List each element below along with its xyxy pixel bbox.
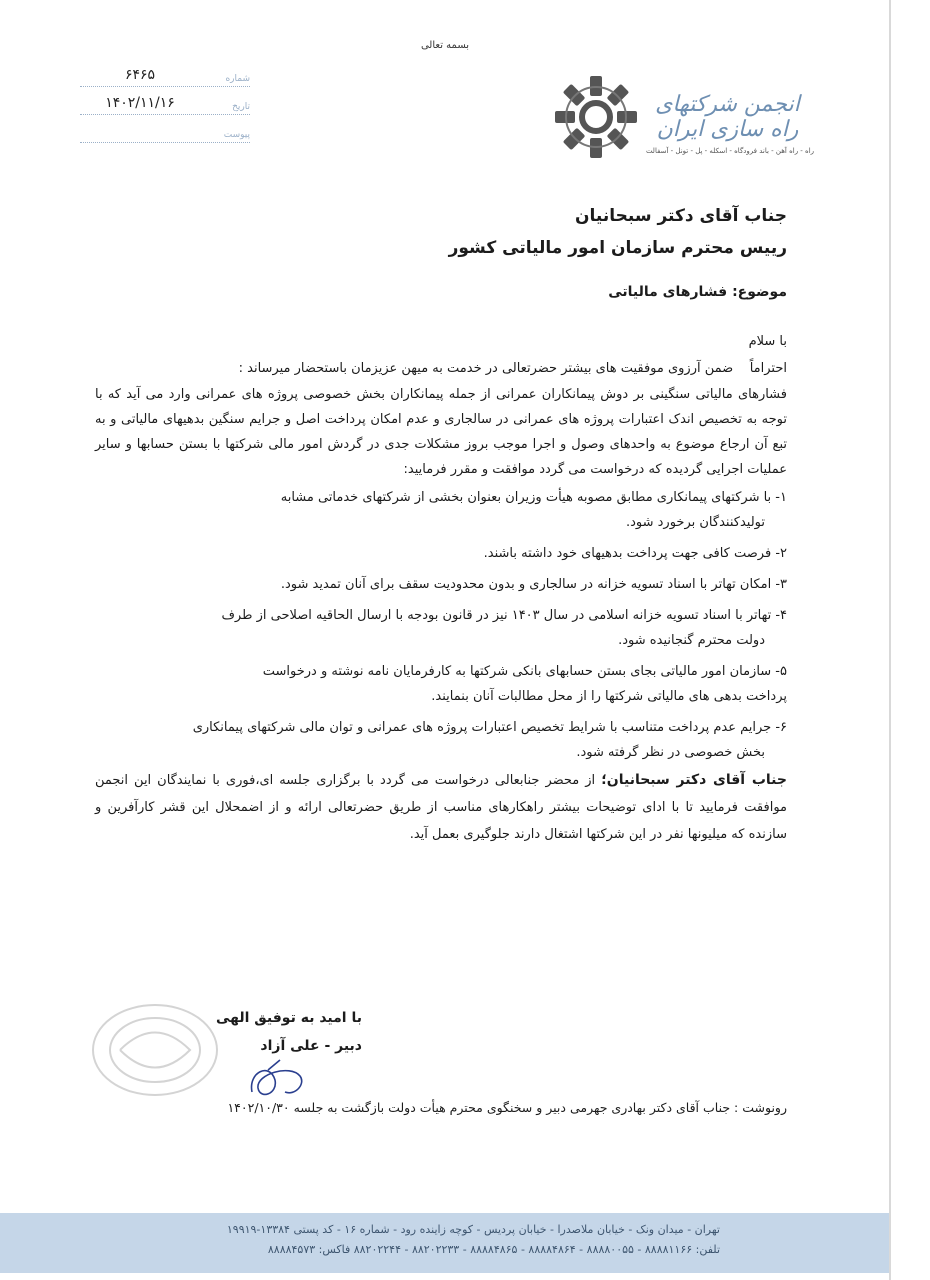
- closing-addressee: جناب آقای دکتر سبحانیان؛: [601, 772, 787, 788]
- organization-subtitle: راه - راه آهن - باند فرودگاه - اسکله - پل - تونل - آسفالت: [645, 147, 815, 155]
- closing-paragraph: [95, 767, 787, 848]
- invocation-text: بسمه تعالی: [420, 40, 470, 51]
- body-paragraph: [95, 382, 787, 482]
- list-item: ۱- با شرکتهای پیمانکاری مطابق مصوبه هیأت وزیران بعنوان بخشی از شرکتهای خدماتی مشابه: [280, 490, 787, 505]
- letter-date: ۱۴۰۲/۱۱/۱۶: [105, 95, 175, 111]
- addressee-name: جناب آقای دکتر سبحانیان: [575, 206, 787, 226]
- list-item-continuation: بخش خصوصی در نظر گرفته شود.: [576, 745, 765, 760]
- date-row: [80, 90, 250, 115]
- list-item-continuation: دولت محترم گنجانیده شود.: [618, 633, 765, 648]
- respect-text: ضمن آرزوی موفقیت های بیشتر حضرتعالی در خدمت به میهن عزیزمان باستحضار میرساند :: [238, 361, 734, 376]
- letter-number: ۶۴۶۵: [124, 67, 156, 83]
- list-item: ۳- امکان تهاتر با اسناد تسویه خزانه در سالجاری و بدون محدودیت سقف برای آنان تمدید شود.: [280, 577, 787, 592]
- greeting: با سلام: [748, 334, 787, 349]
- signoff-wish: با امید به توفیق الهی: [215, 1010, 362, 1026]
- request-list: [95, 485, 787, 765]
- letter-footer: [0, 1213, 889, 1273]
- footer-phones: تلفن: ۸۸۸۸۱۱۶۶ - ۸۸۸۸۰۰۵۵ - ۸۸۸۸۴۸۶۴ - ۸۸۸۸۴۸۶۵ - ۸۸۲۰۲۲۳۳ - ۸۸۲۰۲۲۴۴ فاکس: ۸۸۸۸۴۵۷۳: [267, 1243, 720, 1256]
- organization-name: انجمن شرکتهای راه سازی ایران: [655, 92, 800, 142]
- letter-body: [95, 200, 787, 848]
- addressee-title: رییس محترم سازمان امور مالیاتی کشور: [448, 238, 787, 258]
- star-knot-logo-icon: [553, 74, 639, 160]
- respect-line: [95, 356, 787, 382]
- attachment-label: پیوست: [223, 130, 250, 140]
- subject-line: موضوع: فشارهای مالیاتی: [608, 284, 787, 300]
- date-label: تاریخ: [232, 102, 250, 112]
- attachment-row: [80, 118, 250, 143]
- list-item: ۴- تهاتر با اسناد تسویه خزانه اسلامی در سال ۱۴۰۳ نیز در قانون بودجه با ارسال الحاقیه اصلاحی از طرف: [221, 608, 787, 623]
- closing-text: از محضر جنابعالی درخواست می گردد با برگزاری جلسه ای،فوری با نمایندگان این انجمن موافقت فرمایید تا با ادای توضیحات بیشتر راهکارهای مناسب از طریق حضرتعالی ارائه و از اضمحلال این قشر کارآفرین و سازنده که میلیونها نفر در این شرکتها اشتغال دارند جلوگیری بعمل آید.: [95, 773, 787, 842]
- signoff-signer: دبیر - علی آزاد: [260, 1038, 362, 1054]
- footer-address: تهران - میدان ونک - خیابان ملاصدرا - خیابان پردیس - کوچه زاینده رود - شماره ۱۶ - کد پستی ۱۳۳۸۴-۱۹۹۱۹: [226, 1223, 720, 1236]
- list-item: ۶- جرایم عدم پرداخت متناسب با شرایط تخصیص اعتبارات پروژه های عمرانی و توان مالی شرکتهای پیمانکاری: [192, 720, 787, 735]
- list-item: ۲- فرصت کافی جهت پرداخت بدهیهای خود داشته باشند.: [483, 546, 787, 561]
- number-label: شماره: [225, 74, 250, 84]
- list-item: ۵- سازمان امور مالیاتی بجای بستن حسابهای بانکی شرکتها به کارفرمایان نامه نوشته و درخواست: [262, 664, 787, 679]
- carbon-copy-line: رونوشت : جناب آقای دکتر بهادری جهرمی دبیر و سخنگوی محترم هیأت دولت بازگشت به جلسه ۱۴۰۲/۱۰/۳۰: [227, 1100, 787, 1115]
- list-item-continuation: پرداخت بدهی های مالیاتی شرکتها را از محل مطالبات آنان بنمایند.: [431, 689, 787, 704]
- list-item-continuation: تولیدکنندگان برخورد شود.: [625, 515, 765, 530]
- respect-label: احتراماً: [749, 361, 787, 376]
- page-edge: [889, 0, 891, 1280]
- main-paragraph: فشارهای مالیاتی سنگینی بر دوش پیمانکاران عمرانی از جمله پیمانکاران بخش خصوصی پروژه های عمرانی وارد می آید که با توجه به تخصیص اندک اعتبارات پروژه های عمرانی در سالجاری و عدم امکان پرداخت اصل و جرایم سنگین بدهیهای مالیاتی و به تبع آن ارجاع موضوع به واحدهای وصول و اجرا موجب بروز مشکلات جدی در گردش امور مالی شرکتها با بستن حسابها و سایر عملیات اجرایی گردیده که درخواست می گردد موافقت و مقرر فرمایید:: [95, 387, 787, 477]
- number-row: [80, 62, 250, 87]
